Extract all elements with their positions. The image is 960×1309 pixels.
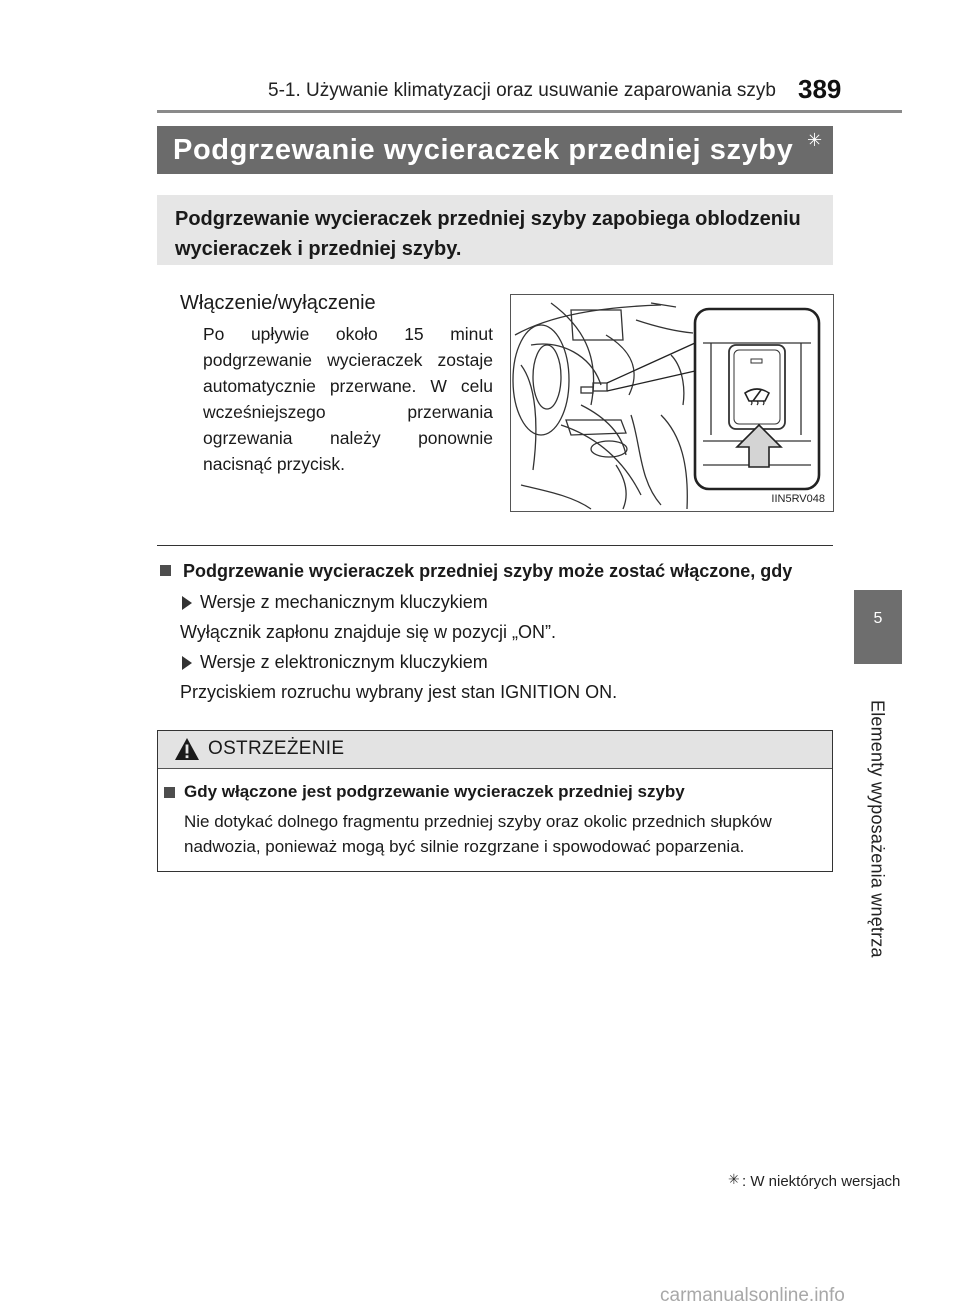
condition-electronic-key: Przyciskiem rozruchu wybrany jest stan IGNITION ON. [180, 682, 618, 702]
intro-text: Podgrzewanie wycieraczek przedniej szyby zapobiega oblodzeniu wycieraczek i przedniej szyby. [175, 208, 801, 260]
conditions-heading: Podgrzewanie wycieraczek przedniej szyby może zostać włączone, gdy [183, 561, 793, 581]
section-title-bar [157, 126, 833, 174]
onoff-title: Włączenie/wyłączenie [180, 292, 376, 314]
version-electronic-key: Wersje z elektronicznym kluczykiem [200, 652, 488, 672]
triangle-bullet-icon [182, 596, 192, 610]
warning-title: OSTRZEŻENIE [208, 738, 345, 759]
warning-header [158, 731, 832, 769]
windshield-wiper-heater-icon [745, 389, 769, 405]
arrow-up-icon [737, 425, 781, 467]
header-divider [157, 110, 902, 113]
intro-box [157, 195, 833, 265]
watermark: carmanualsonline.info [660, 1285, 845, 1306]
section-title: Podgrzewanie wycieraczek przedniej szyby [173, 134, 794, 166]
triangle-bullet-icon [182, 656, 192, 670]
chapter-tab [854, 590, 902, 664]
warning-body: Nie dotykać dolnego fragmentu przedniej szyby oraz okolic przednich słupków nadwozia, ponieważ mogą być silnie rozgrzane i spowodować poparzenia. [184, 812, 772, 856]
condition-mechanical-key: Wyłącznik zapłonu znajduje się w pozycji „ON”. [180, 622, 556, 642]
warning-box [157, 730, 833, 872]
some-versions-marker: ✳ [807, 130, 823, 150]
footnote-text: : W niektórych wersjach [742, 1173, 901, 1190]
chapter-title-vertical [834, 700, 920, 958]
warning-triangle-icon [174, 737, 200, 761]
illustration-code: IIN5RV048 [771, 493, 825, 505]
version-mechanical-key: Wersje z mechanicznym kluczykiem [200, 592, 488, 612]
onoff-description: Po upływie około 15 minut podgrzewanie wycieraczek zostaje automatycznie przerwane. W celu wcześniejszego przerwania ogrzewania należy ponownie nacisnąć przycisk. [203, 324, 493, 474]
warning-subheading: Gdy włączone jest podgrzewanie wycieraczek przedniej szyby [184, 782, 685, 801]
footnote-marker: ✳ [728, 1171, 740, 1187]
chapter-number: 5 [873, 610, 883, 627]
square-bullet-icon [164, 787, 175, 798]
section-divider [157, 545, 833, 546]
square-bullet-icon [160, 565, 171, 576]
dashboard-illustration [510, 294, 834, 512]
chapter-title: Elementy wyposażenia wnętrza [867, 700, 888, 958]
dashboard-drawing [511, 295, 833, 511]
header-section-title: 5-1. Używanie klimatyzacji oraz usuwanie zaparowania szyb [268, 80, 776, 101]
page-number: 389 [798, 74, 842, 104]
